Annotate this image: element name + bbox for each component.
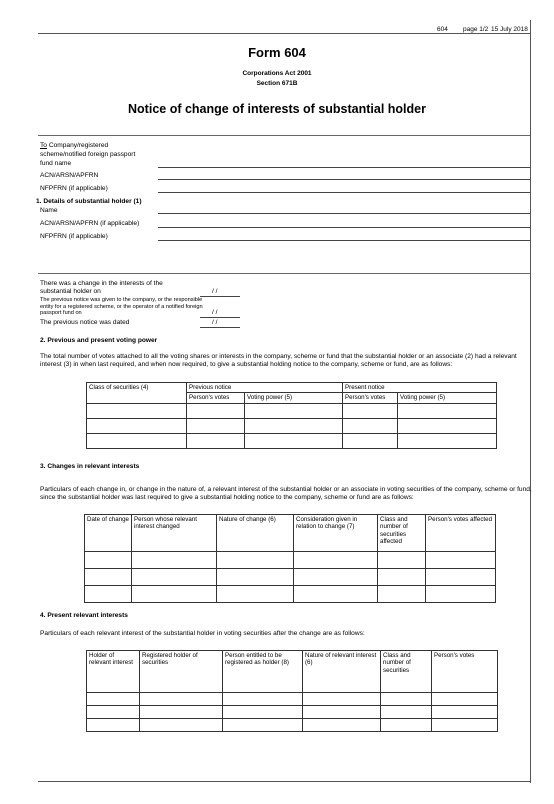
section4-heading: 4. Present relevant interests [40, 612, 128, 619]
holder-acn-label: ACN/ARSN/APFRN (if applicable) [40, 220, 140, 227]
section-ref: Section 671B [256, 80, 298, 87]
footer-rule [38, 781, 531, 782]
changes-table [84, 514, 496, 603]
holder-nfpfrn-field[interactable] [158, 240, 530, 241]
present-interests-table [86, 650, 498, 732]
company-label-line2: scheme/notified foreign passport [40, 151, 136, 158]
section3-paragraph: Particulars of each change in, or change in the nature of, a relevant interest of the substantial holder or an associate in voting securities of the company, scheme or fund, since the substantial holder was last required to give a substantial holding notice to the company, scheme or fund are as follows: [40, 486, 532, 501]
table-row [87, 693, 498, 706]
table-cell[interactable] [343, 433, 398, 448]
table-cell[interactable] [187, 403, 245, 418]
previous-notice-date-underline [200, 317, 240, 318]
section2-heading: 2. Previous and present voting power [40, 337, 158, 344]
table-cell[interactable] [132, 569, 217, 586]
act-name: Corporations Act 2001 [242, 70, 312, 77]
table-cell[interactable] [378, 552, 426, 569]
present-voting-power-header: Voting power (5) [398, 393, 497, 403]
to-label [40, 142, 108, 150]
change-date-underline [200, 296, 240, 297]
table-cell[interactable] [398, 433, 497, 448]
holder-nfpfrn-label: NFPFRN (if applicable) [40, 233, 108, 240]
previous-notice-date-field[interactable]: / / [212, 309, 218, 316]
table-cell[interactable] [187, 418, 245, 433]
table-row [87, 403, 497, 418]
nfpfrn-label: NFPFRN (if applicable) [40, 185, 108, 192]
consideration-header: Consideration given in relation to change (7) [294, 515, 378, 552]
table-cell[interactable] [398, 403, 497, 418]
table-cell[interactable] [303, 719, 381, 732]
table-cell[interactable] [223, 719, 303, 732]
table-row [85, 569, 496, 586]
previous-dated-label: The previous notice was dated [40, 319, 130, 326]
nfpfrn-field[interactable] [158, 192, 530, 193]
previous-voting-power-header: Voting power (5) [245, 393, 343, 403]
table-cell[interactable] [87, 719, 140, 732]
company-name-field[interactable] [158, 167, 530, 168]
person-changed-header: Person whose relevant interest changed [132, 515, 217, 552]
acn-label: ACN/ARSN/APFRN [40, 172, 99, 179]
previous-dated-field[interactable]: / / [212, 319, 218, 326]
table-cell[interactable] [140, 706, 223, 719]
previous-dated-underline [200, 327, 240, 328]
holder-name-field[interactable] [158, 213, 530, 214]
persons-votes-header: Person's votes [432, 651, 498, 693]
change-line2: substantial holder on [40, 288, 101, 295]
voting-power-table [86, 382, 497, 449]
table-cell[interactable] [245, 418, 343, 433]
table-cell[interactable] [132, 552, 217, 569]
company-label-line3: fund name [40, 160, 72, 167]
table-cell[interactable] [381, 719, 432, 732]
section3-heading: 3. Changes in relevant interests [40, 463, 140, 470]
class-number-header: Class and number of securities [381, 651, 432, 693]
to-text: Company/registered [48, 142, 109, 149]
table-cell[interactable] [378, 569, 426, 586]
nature-of-change-header: Nature of change (6) [217, 515, 294, 552]
table-cell[interactable] [245, 403, 343, 418]
table-row [87, 418, 497, 433]
table-cell[interactable] [187, 433, 245, 448]
header-rule [38, 33, 531, 34]
table-row [85, 552, 496, 569]
table-cell[interactable] [87, 433, 187, 448]
holder-heading: 1. Details of substantial holder (1) [36, 198, 142, 205]
registered-holder-header: Registered holder of securities [140, 651, 223, 693]
table-cell[interactable] [398, 418, 497, 433]
table-cell[interactable] [140, 693, 223, 706]
table-row [87, 706, 498, 719]
form-title: Form 604 [248, 45, 306, 60]
table-cell[interactable] [87, 418, 187, 433]
previous-persons-votes-header: Person's votes [187, 393, 245, 403]
table-cell[interactable] [432, 719, 498, 732]
change-line1: There was a change in the interests of the [40, 280, 163, 287]
change-date-field[interactable]: / / [212, 288, 218, 295]
table-cell[interactable] [217, 586, 294, 603]
table-cell[interactable] [378, 586, 426, 603]
table-cell[interactable] [432, 693, 498, 706]
date-of-change-header: Date of change [85, 515, 132, 552]
main-title: Notice of change of interests of substantial holder [128, 102, 426, 116]
table-cell[interactable] [381, 706, 432, 719]
previous-notice-note2: entity for a registered scheme, or the operator of a notified foreign [40, 303, 203, 310]
table-cell[interactable] [343, 418, 398, 433]
present-persons-votes-header: Person's votes [343, 393, 398, 403]
section4-paragraph: Particulars of each relevant interest of the substantial holder in voting securities after the change are as follows: [40, 630, 365, 637]
section-rule [38, 273, 530, 274]
table-cell[interactable] [87, 403, 187, 418]
holder-acn-field[interactable] [158, 227, 530, 228]
acn-field[interactable] [158, 179, 530, 180]
table-row [85, 586, 496, 603]
table-cell[interactable] [245, 433, 343, 448]
table-cell[interactable] [132, 586, 217, 603]
table-cell[interactable] [294, 569, 378, 586]
table-row [87, 719, 498, 732]
form-date: 15 July 2018 [491, 26, 528, 33]
table-cell[interactable] [85, 586, 132, 603]
section2-paragraph: The total number of votes attached to all the voting shares or interests in the company, scheme or fund that the substantial holder or an associate (2) had a relevant interest (3) in when last required, and when now required, to give a substantial holding notice to the company, scheme or fund, are as follows: [40, 353, 517, 368]
title-rule [38, 135, 530, 136]
class-of-securities-header: Class of securities (4) [87, 383, 187, 404]
table-cell[interactable] [303, 706, 381, 719]
page-indicator: page 1/2 [463, 26, 489, 33]
table-cell[interactable] [87, 706, 140, 719]
table-cell[interactable] [426, 586, 496, 603]
table-cell[interactable] [217, 552, 294, 569]
previous-notice-header: Previous notice [187, 383, 343, 393]
previous-notice-note3: passport fund on [40, 310, 82, 316]
table-cell[interactable] [217, 569, 294, 586]
form-number: 604 [437, 26, 448, 33]
table-cell[interactable] [432, 706, 498, 719]
holder-of-interest-header: Holder of relevant interest [87, 651, 140, 693]
table-cell[interactable] [303, 693, 381, 706]
table-cell[interactable] [223, 693, 303, 706]
class-number-affected-header: Class and number of securities affected [378, 515, 426, 552]
right-margin-rule [530, 20, 531, 783]
table-cell[interactable] [85, 552, 132, 569]
nature-of-interest-header: Nature of relevant interest (6) [303, 651, 381, 693]
present-notice-header: Present notice [343, 383, 497, 393]
previous-notice-note1: The previous notice was given to the company, or the responsible [40, 297, 203, 303]
table-row [87, 433, 497, 448]
table-cell[interactable] [426, 552, 496, 569]
table-cell[interactable] [85, 569, 132, 586]
person-entitled-header: Person entitled to be registered as holder (8) [223, 651, 303, 693]
table-cell[interactable] [87, 693, 140, 706]
table-cell[interactable] [223, 706, 303, 719]
table-cell[interactable] [381, 693, 432, 706]
table-cell[interactable] [140, 719, 223, 732]
table-cell[interactable] [294, 552, 378, 569]
to-word: To [40, 142, 47, 149]
table-cell[interactable] [426, 569, 496, 586]
votes-affected-header: Person's votes affected [426, 515, 496, 552]
table-cell[interactable] [294, 586, 378, 603]
table-cell[interactable] [343, 403, 398, 418]
holder-name-label: Name [40, 207, 58, 214]
